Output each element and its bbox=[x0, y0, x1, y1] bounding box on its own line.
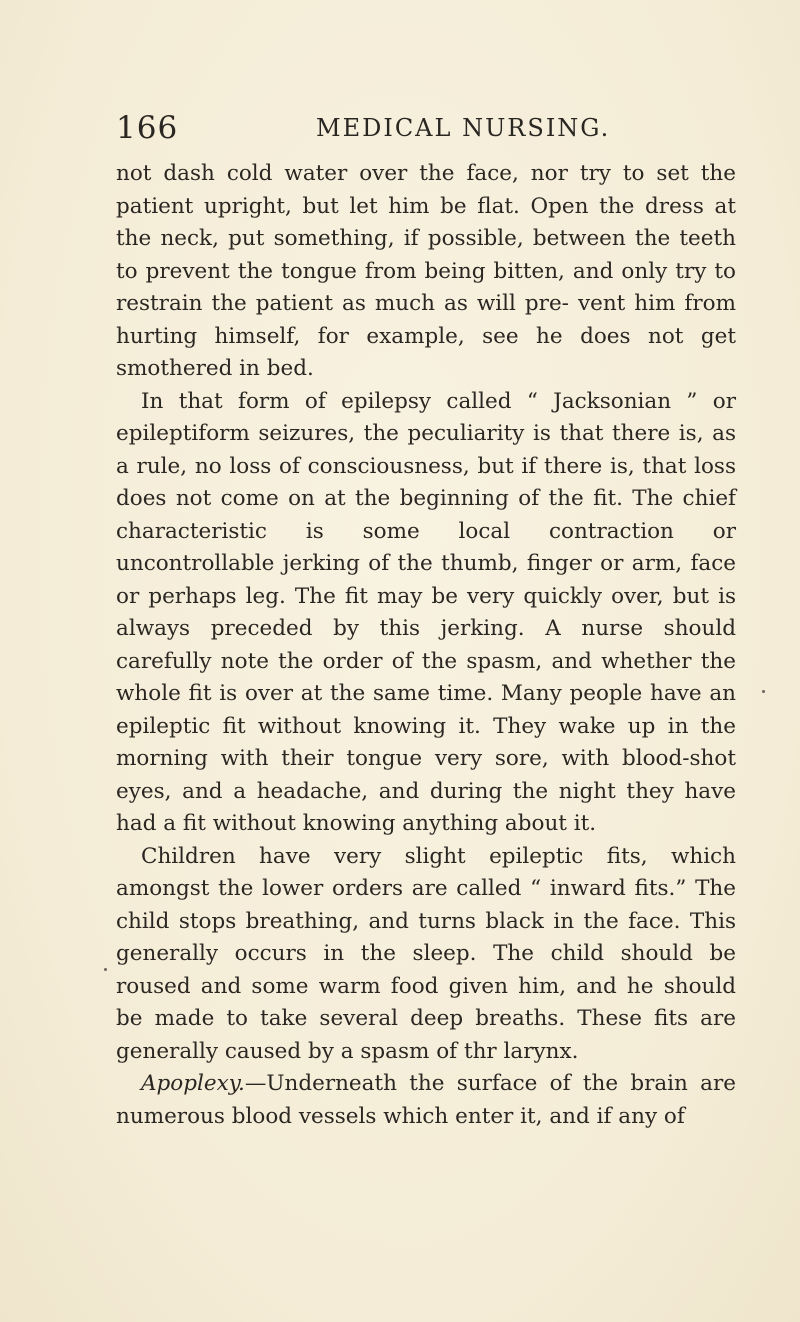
margin-speck bbox=[104, 968, 107, 971]
paragraph: In that form of epilepsy called “ Jacksonian ” or epileptiform seizures, the peculiarity is that there is, as a rule, no loss of consciousness, but if there is, that loss does not come on at the beginning of the fit. The chief characteristic is some local contraction or uncontrollable jerking of the thumb, finger or arm, face or perhaps leg. The fit may be very quickly over, but is always preceded by this jerking. A nurse should carefully note the order of the spasm, and whether the whole fit is over at the same time. Many people have an epileptic fit without knowing it. They wake up in the morning with their tongue very sore, with blood-shot eyes, and a headache, and during the night they have had a fit without knowing anything about it. bbox=[116, 388, 736, 836]
paragraph: Children have very slight epileptic fits, which amongst the lower orders are called “ inward fits.” The child stops breathing, and turns black in the face. This generally occurs in the sleep. The child should be roused and some warm food given him, and he should be made to take several deep breaths. These fits are generally caused by a spasm of thr larynx. bbox=[116, 843, 736, 1064]
paragraph-text: —Underneath the surface of the brain are numerous blood vessels which enter it, and if any of bbox=[116, 1071, 736, 1129]
running-head: MEDICAL NURSING. bbox=[316, 114, 611, 142]
paragraph bbox=[116, 1068, 736, 1133]
paragraph: not dash cold water over the face, nor try to set the patient upright, but let him be flat. Open the dress at the neck, put something, if possible, between the teeth to prevent the tongue from being bitten, and only try to restrain the patient as much as will pre- vent him from hurting himself, for example, see he does not get smothered in bed. bbox=[116, 161, 736, 381]
body-text bbox=[116, 158, 736, 1133]
page-number: 166 bbox=[116, 110, 179, 146]
section-heading-apoplexy: Apoplexy. bbox=[141, 1071, 245, 1096]
page-header bbox=[116, 110, 716, 150]
margin-speck bbox=[762, 690, 765, 693]
